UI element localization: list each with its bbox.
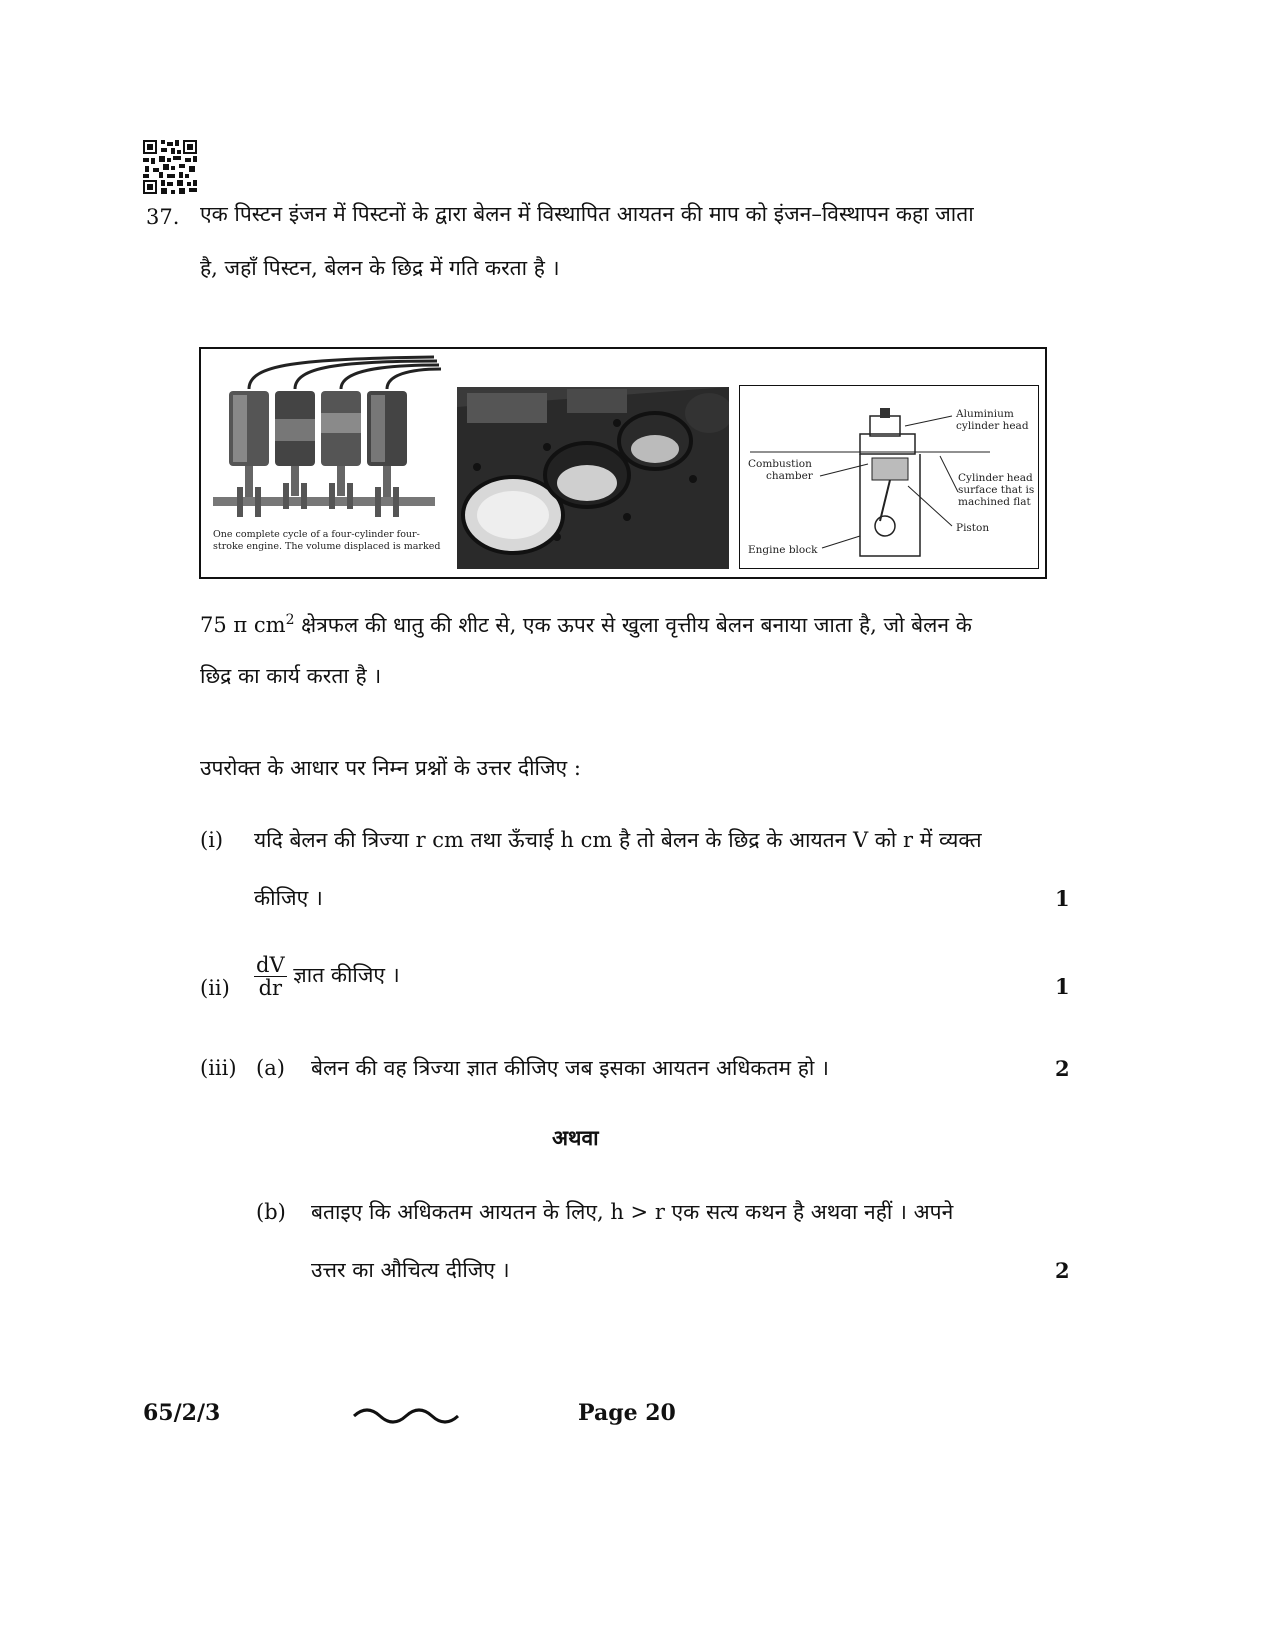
part-iii-b-label: (b): [256, 1200, 286, 1224]
label-head-surface-line2: surface that is: [958, 484, 1035, 496]
label-combustion-line2: chamber: [766, 470, 813, 482]
engine-block-photo: [457, 387, 729, 569]
question-number: 37.: [146, 205, 180, 229]
part-i-line1: यदि बेलन की त्रिज्या r cm तथा ऊँचाई h cm है तो बेलन के छिद्र के आयतन V को r में व्यक्त: [254, 828, 982, 852]
label-aluminium-line1: Aluminium: [956, 408, 1014, 420]
label-aluminium-line2: cylinder head: [956, 420, 1029, 432]
engine-diagram: [739, 385, 1039, 569]
label-engine-block: Engine block: [748, 544, 818, 556]
question-intro-line1: एक पिस्टन इंजन में पिस्टनों के द्वारा बेलन में विस्थापित आयतन की माप को इंजन–विस्थापन कहा जाता: [200, 202, 974, 226]
figure-caption-line1: One complete cycle of a four-cylinder four-: [213, 529, 420, 540]
part-ii-label: (ii): [200, 976, 230, 1000]
label-piston: Piston: [956, 522, 990, 534]
question-intro-line2: है, जहाँ पिस्टन, बेलन के छिद्र में गति करता है ।: [200, 256, 560, 280]
part-iii-b-line2: उत्तर का औचित्य दीजिए ।: [311, 1258, 510, 1282]
fraction-numerator: dV: [256, 953, 285, 977]
qr-code-icon: [143, 140, 197, 194]
part-iii-a-text: बेलन की वह त्रिज्या ज्ञात कीजिए जब इसका आयतन अधिकतम हो ।: [311, 1056, 829, 1080]
instruction-text: उपरोक्त के आधार पर निम्न प्रश्नों के उत्तर दीजिए :: [200, 756, 581, 780]
part-i-label: (i): [200, 828, 224, 852]
part-iii-a-label: (a): [256, 1056, 285, 1080]
part-iii-label: (iii): [200, 1056, 237, 1080]
part-iii-b-marks: 2: [1055, 1258, 1070, 1283]
pistons-illustration: [209, 349, 449, 539]
engine-figure: [199, 347, 1047, 579]
part-iii-a-marks: 2: [1055, 1056, 1070, 1081]
part-i-marks: 1: [1055, 886, 1070, 911]
dv-dr-fraction: [254, 954, 287, 999]
fraction-denominator: dr: [258, 976, 283, 1000]
page-number: Page 20: [578, 1400, 676, 1426]
label-head-surface-line3: machined flat: [958, 496, 1031, 508]
part-ii-content: [254, 954, 400, 999]
sheet-line1: [200, 604, 972, 641]
part-ii-text: ज्ञात कीजिए ।: [293, 963, 400, 987]
part-iii-b-line1: बताइए कि अधिकतम आयतन के लिए, h > r एक सत्य कथन है अथवा नहीं । अपने: [311, 1200, 954, 1224]
figure-caption-line2: stroke engine. The volume displaced is marked: [213, 541, 441, 552]
area-value: 75 π cm: [200, 613, 286, 637]
or-heading: अथवा: [552, 1125, 599, 1150]
part-i-line2: कीजिए ।: [254, 886, 323, 910]
paper-code: 65/2/3: [143, 1400, 221, 1426]
label-head-surface-line1: Cylinder head: [958, 472, 1033, 484]
label-combustion-line1: Combustion: [748, 458, 812, 470]
sheet-line1-rest: क्षेत्रफल की धातु की शीट से, एक ऊपर से खुला वृत्तीय बेलन बनाया जाता है, जो बेलन के: [294, 613, 972, 637]
wavy-line-icon: [352, 1404, 460, 1424]
part-ii-marks: 1: [1055, 974, 1070, 999]
four-cylinder-engine-image: [209, 349, 449, 577]
cylinder-bores-photo: [457, 387, 729, 569]
area-exponent: 2: [285, 612, 295, 628]
sheet-line2: छिद्र का कार्य करता है ।: [200, 664, 382, 688]
